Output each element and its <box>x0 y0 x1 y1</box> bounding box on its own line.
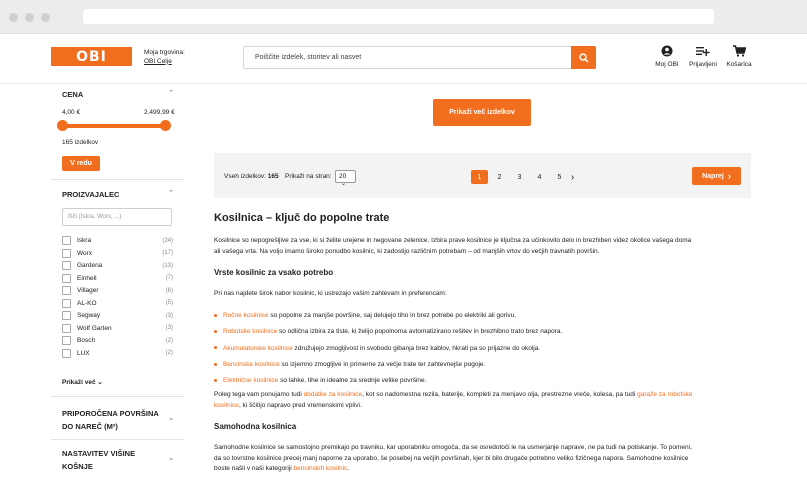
checkbox[interactable] <box>62 299 71 308</box>
login-button[interactable] <box>683 45 723 68</box>
user-icon <box>661 45 673 57</box>
brand-filter-option[interactable] <box>62 335 173 346</box>
brand-count: (24) <box>162 237 173 244</box>
checkbox[interactable] <box>62 261 71 270</box>
self-propelled-line <box>214 464 754 475</box>
per-page-label: Prikaži na stran: <box>285 173 332 180</box>
mower-type-item <box>214 345 540 352</box>
section-heading-self-propelled: Samohodna kosilnica <box>214 422 297 431</box>
self-propelled-line: Samohodne kosilnice se samostojno premikajo po travniku, kar uporabniku omogoča, da se osredotoči le na usmerjanje naprave, ne pa tudi na potiskanje. To pomeni, <box>214 444 692 451</box>
accessories-paragraph <box>214 390 754 411</box>
brand-filter-option[interactable] <box>62 285 173 296</box>
total-label: Vseh izdelkov: <box>224 173 266 180</box>
show-more-products-label: Prikaži več izdelkov <box>449 109 515 116</box>
slider-handle-max[interactable] <box>160 120 171 131</box>
browser-chrome <box>0 0 807 34</box>
brand-count: (5) <box>165 300 173 306</box>
brand-name: Iskra <box>77 237 92 244</box>
store-link[interactable]: OBI Celje <box>144 57 172 65</box>
brand-count: (3) <box>165 312 173 319</box>
brand-name: Bosch <box>77 337 96 344</box>
filter-sidebar <box>51 84 184 485</box>
site-header <box>0 34 807 84</box>
page-number[interactable]: 4 <box>537 173 542 181</box>
slider-handle-min[interactable] <box>57 120 68 131</box>
page <box>0 34 807 485</box>
brand-count: (2) <box>165 350 173 356</box>
mower-type-text: združujejo zmogljivost in svobodo gibanja brez kablov, hkrati pa so prijazne do okolja. <box>292 344 541 352</box>
manufacturer-search-placeholder: Išči (Iskra, Worx, ...) <box>68 214 122 220</box>
manufacturer-filter-title[interactable]: PROIZVAJALEC <box>62 190 120 199</box>
article-intro <box>214 236 754 257</box>
login-label: Prijavljeni <box>689 61 717 68</box>
price-max: 2.499,99 € <box>144 109 175 116</box>
brand-count: (2) <box>165 337 173 344</box>
chevron-right-icon: › <box>727 171 731 181</box>
price-range-slider[interactable] <box>62 124 166 128</box>
account-button[interactable] <box>647 45 687 68</box>
article-intro-line: Kosilnice so nepogrešljive za vse, ki si želite urejene in negovane zelenice. Izbira prave kosilnice je ključna za učinkovito delo in brezhiben videz okolice vašega doma <box>214 237 692 244</box>
bullet-dot <box>214 330 217 333</box>
mower-type-text: so izjemno zmogljive in primerne za večje trate ter zahtevnejše pogoje. <box>279 360 486 368</box>
brand-filter-option[interactable] <box>62 348 173 359</box>
text: , kot so nadomestna rezila, baterije, kompleti za menjavo olja, prestrezne vreče, kolesa, pa tudi <box>362 391 638 398</box>
robot-garage-link[interactable]: garaže za robotske <box>637 391 693 398</box>
mower-type-link[interactable]: Ročne kosilnice <box>223 312 269 319</box>
divider <box>51 396 184 397</box>
checkbox[interactable] <box>62 311 71 320</box>
mower-type-link[interactable]: Akumulatorske kosilnice <box>223 344 293 352</box>
window-control-dot[interactable] <box>25 13 34 22</box>
area-filter-title[interactable] <box>62 407 159 433</box>
brand-name: Segway <box>77 312 101 319</box>
brand-filter-option[interactable] <box>62 310 173 321</box>
brand-name: Wolf Garten <box>77 324 112 332</box>
accessories-link[interactable]: dodatke za kosilnice <box>303 391 363 398</box>
bullet-dot <box>214 314 217 317</box>
show-more-products-button[interactable] <box>433 99 531 126</box>
list-add-icon <box>696 45 710 57</box>
accessories-line <box>214 390 754 401</box>
height-filter-title-line: NASTAVITEV VIŠINE <box>62 449 136 458</box>
text: boste našli v naši kategoriji <box>214 465 294 472</box>
checkbox[interactable] <box>62 349 71 358</box>
robot-garage-link[interactable]: kosilnice <box>214 401 239 409</box>
area-filter-title-line: DO NAREČ (M²) <box>62 422 118 431</box>
page-number[interactable]: 2 <box>497 173 502 181</box>
brand-count: (3) <box>165 325 173 331</box>
area-filter-title-line: PRIPOROČENA POVRŠINA <box>62 409 159 418</box>
price-min: 4,00 € <box>62 109 81 116</box>
cart-label: Košarica <box>726 61 752 68</box>
show-more-brands-link[interactable] <box>62 378 103 386</box>
text: Poleg tega vam ponujamo tudi <box>214 391 304 398</box>
page-number[interactable]: 5 <box>557 173 562 181</box>
mower-type-item <box>214 377 426 384</box>
next-page-label: Naprej <box>702 172 724 180</box>
cart-button[interactable] <box>719 45 759 68</box>
address-bar[interactable] <box>83 9 714 24</box>
mower-type-text: so odlična izbira za tiste, ki želijo popolnoma avtomatizirano rešitev in brezhibno trato brez napora. <box>277 328 563 336</box>
result-count: 165 izdelkov <box>62 139 99 146</box>
brand-count: (6) <box>165 287 173 294</box>
next-page-arrow[interactable]: › <box>570 171 575 183</box>
store-selector[interactable] <box>144 49 185 66</box>
window-control-dot[interactable] <box>9 13 18 22</box>
mower-type-text: so lahke, tihe in idealne za srednje velike površine. <box>278 377 427 385</box>
accessories-line <box>214 401 754 412</box>
mower-type-item <box>214 361 485 368</box>
manufacturer-search-input[interactable] <box>62 208 172 226</box>
checkbox[interactable] <box>62 236 71 245</box>
types-intro: Pri nas najdete širok nabor kosilnic, ki ustrezajo vašim zahtevam in preferencam: <box>214 290 447 297</box>
search-input[interactable] <box>243 46 596 69</box>
chevron-down-icon[interactable]: ⌄ <box>168 455 174 462</box>
per-page-value: 20 <box>339 173 347 180</box>
chevron-down-icon: ⌄ <box>341 181 347 187</box>
search-placeholder: Poiščite izdelek, storitev ali nasvet <box>255 54 362 61</box>
brand-name: LUX <box>77 349 90 357</box>
brand-filter-option[interactable] <box>62 273 173 284</box>
show-more-brands-label: Prikaži več <box>62 379 96 386</box>
brand-name: Einhell <box>77 274 97 282</box>
bullet-dot <box>214 346 217 349</box>
height-filter-title[interactable] <box>62 447 135 473</box>
divider <box>51 439 184 440</box>
checkbox[interactable] <box>62 286 71 295</box>
window-control-dot[interactable] <box>41 13 50 22</box>
chevron-down-icon: ⌄ <box>97 379 103 386</box>
brand-filter-option[interactable] <box>62 298 173 309</box>
checkbox[interactable] <box>62 336 71 345</box>
self-propelled-paragraph <box>214 443 754 475</box>
self-propelled-line: da so tovrstne kosilnice precej manj naporne za uporabo, še posebej na večjih površinah, kjer bi bilo drugače potrebno veliko fizičnega napora. Samohodne kosilnice <box>214 454 689 462</box>
per-page-select[interactable] <box>335 170 356 187</box>
store-label: Moja trgovina: <box>144 49 185 56</box>
bullet-dot <box>214 379 217 382</box>
checkbox[interactable] <box>62 249 71 258</box>
mower-type-link[interactable]: Električne kosilnice <box>223 377 279 385</box>
article-intro-line: ali vašega vrta. Na voljo imamo široko ponudbo kosilnic, ki zadostijo različnim potrebam – od manjših vrtov do večjih travnatih površin. <box>214 247 600 255</box>
obi-logo[interactable] <box>51 47 132 66</box>
page-number[interactable]: 1 <box>471 170 488 184</box>
brand-filter-option[interactable] <box>62 235 173 246</box>
brand-filter-option[interactable] <box>62 323 173 334</box>
brand-name: Villager <box>77 287 99 294</box>
text: , ki ščitijo napravo pred vremenskimi vplivi. <box>238 401 362 409</box>
price-filter-title[interactable]: CENA <box>62 90 84 99</box>
total-products <box>224 173 279 180</box>
brand-name: Worx <box>77 249 93 257</box>
brand-count: (17) <box>162 250 173 256</box>
bullet-dot <box>214 363 217 366</box>
page-number[interactable]: 3 <box>517 173 522 181</box>
chevron-up-icon[interactable]: ⌃ <box>168 90 174 97</box>
checkbox[interactable] <box>62 324 71 333</box>
account-label: Moj OBI <box>655 61 679 68</box>
logo-text: OBI <box>76 48 107 65</box>
mower-type-item <box>214 312 516 319</box>
mower-type-link[interactable]: Robotske kosilnice <box>223 328 278 336</box>
brand-count: (7) <box>165 275 173 281</box>
brand-filter-option[interactable] <box>62 248 173 259</box>
brand-name: AL-KO <box>77 299 97 307</box>
petrol-mowers-link[interactable]: bencinskih kosilnic <box>293 465 348 472</box>
brand-name: Gardena <box>77 262 103 269</box>
chevron-up-icon[interactable]: ⌃ <box>168 190 174 197</box>
mower-type-link[interactable]: Bencinske kosilnice <box>223 360 280 368</box>
checkbox[interactable] <box>62 274 71 283</box>
apply-price-label: V redu <box>70 160 92 167</box>
mower-type-item <box>214 328 562 335</box>
height-filter-title-line: KOŠNJE <box>62 462 93 471</box>
pagination-bar <box>214 153 751 198</box>
cart-icon <box>733 45 746 57</box>
divider <box>51 179 184 180</box>
text: . <box>347 465 350 472</box>
search-button[interactable] <box>571 46 596 69</box>
search-icon <box>579 53 589 63</box>
mower-type-text: so popolne za manjše površine, saj delujejo tiho in brez potrebe po elektriki ali gorivu. <box>268 312 517 319</box>
article-title: Kosilnica – ključ do popolne trate <box>214 212 390 224</box>
section-heading-types: Vrste kosilnic za vsako potrebo <box>214 268 334 277</box>
apply-price-button[interactable] <box>62 156 100 171</box>
brand-filter-option[interactable] <box>62 260 173 271</box>
brand-count: (13) <box>162 262 173 269</box>
total-value: 165 <box>267 173 279 180</box>
next-page-button[interactable] <box>692 167 741 185</box>
chevron-down-icon[interactable]: ⌄ <box>168 415 174 422</box>
